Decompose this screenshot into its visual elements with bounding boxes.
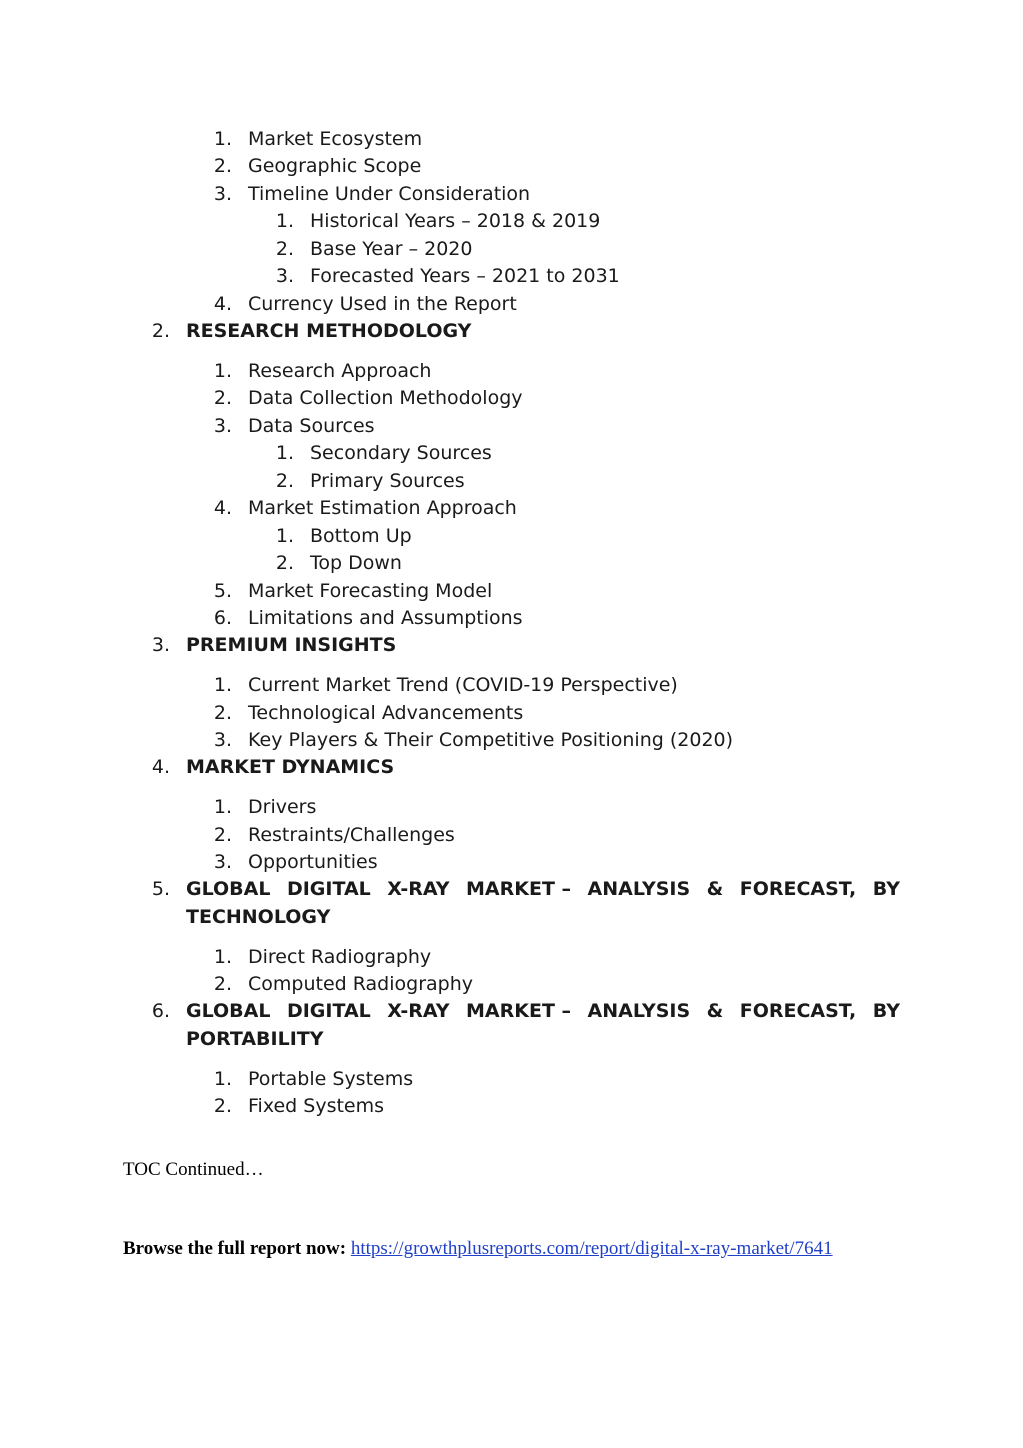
title-word: DIGITAL bbox=[286, 1000, 371, 1022]
toc-number: 1. bbox=[213, 674, 232, 696]
toc-number: 2. bbox=[275, 552, 294, 574]
toc-section-title-line2: PORTABILITY bbox=[186, 1028, 324, 1050]
toc-number: 4. bbox=[213, 497, 232, 519]
toc-label: Forecasted Years – 2021 to 2031 bbox=[310, 265, 620, 287]
report-link[interactable]: https://growthplusreports.com/report/digital-x-ray-market/7641 bbox=[350, 1238, 833, 1259]
toc-section-title: RESEARCH METHODOLOGY bbox=[186, 320, 472, 342]
toc-number: 1. bbox=[213, 796, 232, 818]
browse-label: Browse the full report now: bbox=[123, 1238, 347, 1259]
title-word: X-RAY bbox=[387, 1000, 450, 1022]
title-word: FORECAST, bbox=[739, 878, 857, 900]
toc-number: 2. bbox=[213, 702, 232, 724]
toc-label: Bottom Up bbox=[310, 525, 412, 547]
toc-section-title: PREMIUM INSIGHTS bbox=[186, 634, 397, 656]
toc-number: 1. bbox=[275, 442, 294, 464]
toc-number: 2. bbox=[275, 238, 294, 260]
toc-section-number: 4. bbox=[151, 756, 170, 778]
toc-section-title: MARKET DYNAMICS bbox=[186, 756, 395, 778]
toc-label: Research Approach bbox=[248, 360, 432, 382]
toc-label: Key Players & Their Competitive Positioning (2020) bbox=[248, 729, 734, 751]
toc-number: 3. bbox=[213, 729, 232, 751]
toc-label: Fixed Systems bbox=[248, 1095, 385, 1117]
title-word: ANALYSIS bbox=[587, 1000, 691, 1022]
title-word: BY bbox=[872, 1000, 900, 1022]
toc-section-number: 5. bbox=[151, 878, 170, 900]
title-word: BY bbox=[872, 878, 900, 900]
toc-number: 4. bbox=[213, 293, 232, 315]
toc-number: 3. bbox=[275, 265, 294, 287]
title-word: MARKET – bbox=[466, 878, 572, 900]
toc-section-number: 3. bbox=[151, 634, 170, 656]
toc-number: 2. bbox=[213, 155, 232, 177]
toc-section-number: 2. bbox=[151, 320, 170, 342]
toc-label: Timeline Under Consideration bbox=[248, 183, 531, 205]
toc-label: Primary Sources bbox=[310, 470, 465, 492]
toc-label: Market Forecasting Model bbox=[248, 580, 493, 602]
toc-label: Direct Radiography bbox=[248, 946, 432, 968]
toc-section-number: 6. bbox=[151, 1000, 170, 1022]
toc-number: 1. bbox=[213, 1068, 232, 1090]
title-word: GLOBAL bbox=[186, 1000, 271, 1022]
toc-label: Restraints/Challenges bbox=[248, 824, 455, 846]
toc-label: Computed Radiography bbox=[248, 973, 473, 995]
toc-label: Top Down bbox=[310, 552, 402, 574]
toc-section-title-line2: TECHNOLOGY bbox=[186, 906, 331, 928]
toc-label: Portable Systems bbox=[248, 1068, 414, 1090]
toc-number: 2. bbox=[275, 470, 294, 492]
toc-label: Drivers bbox=[248, 796, 317, 818]
toc-number: 1. bbox=[275, 525, 294, 547]
toc-label: Market Ecosystem bbox=[248, 128, 423, 150]
title-word: DIGITAL bbox=[286, 878, 371, 900]
toc-number: 1. bbox=[213, 128, 232, 150]
toc-number: 3. bbox=[213, 851, 232, 873]
toc-label: Opportunities bbox=[248, 851, 378, 873]
toc-section-title-line1 bbox=[186, 999, 900, 1023]
toc-section-title-line1 bbox=[186, 877, 900, 901]
toc-label: Historical Years – 2018 & 2019 bbox=[310, 210, 601, 232]
title-word: FORECAST, bbox=[739, 1000, 857, 1022]
toc-label: Geographic Scope bbox=[248, 155, 422, 177]
title-word: ANALYSIS bbox=[587, 878, 691, 900]
toc-label: Currency Used in the Report bbox=[248, 293, 517, 315]
toc-number: 1. bbox=[213, 360, 232, 382]
toc-label: Market Estimation Approach bbox=[248, 497, 517, 519]
toc-number: 6. bbox=[213, 607, 232, 629]
toc-continued-text: TOC Continued… bbox=[123, 1159, 264, 1180]
toc-label: Secondary Sources bbox=[310, 442, 492, 464]
title-word: & bbox=[706, 878, 724, 900]
title-word: GLOBAL bbox=[186, 878, 271, 900]
toc-label: Data Sources bbox=[248, 415, 375, 437]
toc-number: 5. bbox=[213, 580, 232, 602]
toc-number: 3. bbox=[213, 183, 232, 205]
browse-report-line bbox=[123, 1237, 833, 1261]
toc-label: Current Market Trend (COVID-19 Perspective) bbox=[248, 674, 678, 696]
toc-number: 2. bbox=[213, 824, 232, 846]
toc-number: 1. bbox=[213, 946, 232, 968]
toc-number: 2. bbox=[213, 973, 232, 995]
toc-label: Data Collection Methodology bbox=[248, 387, 523, 409]
title-word: X-RAY bbox=[387, 878, 450, 900]
toc-number: 2. bbox=[213, 387, 232, 409]
toc-number: 1. bbox=[275, 210, 294, 232]
toc-number: 3. bbox=[213, 415, 232, 437]
toc-label: Base Year – 2020 bbox=[310, 238, 473, 260]
toc-label: Limitations and Assumptions bbox=[248, 607, 523, 629]
toc-label: Technological Advancements bbox=[248, 702, 524, 724]
title-word: MARKET – bbox=[466, 1000, 572, 1022]
toc-number: 2. bbox=[213, 1095, 232, 1117]
title-word: & bbox=[706, 1000, 724, 1022]
